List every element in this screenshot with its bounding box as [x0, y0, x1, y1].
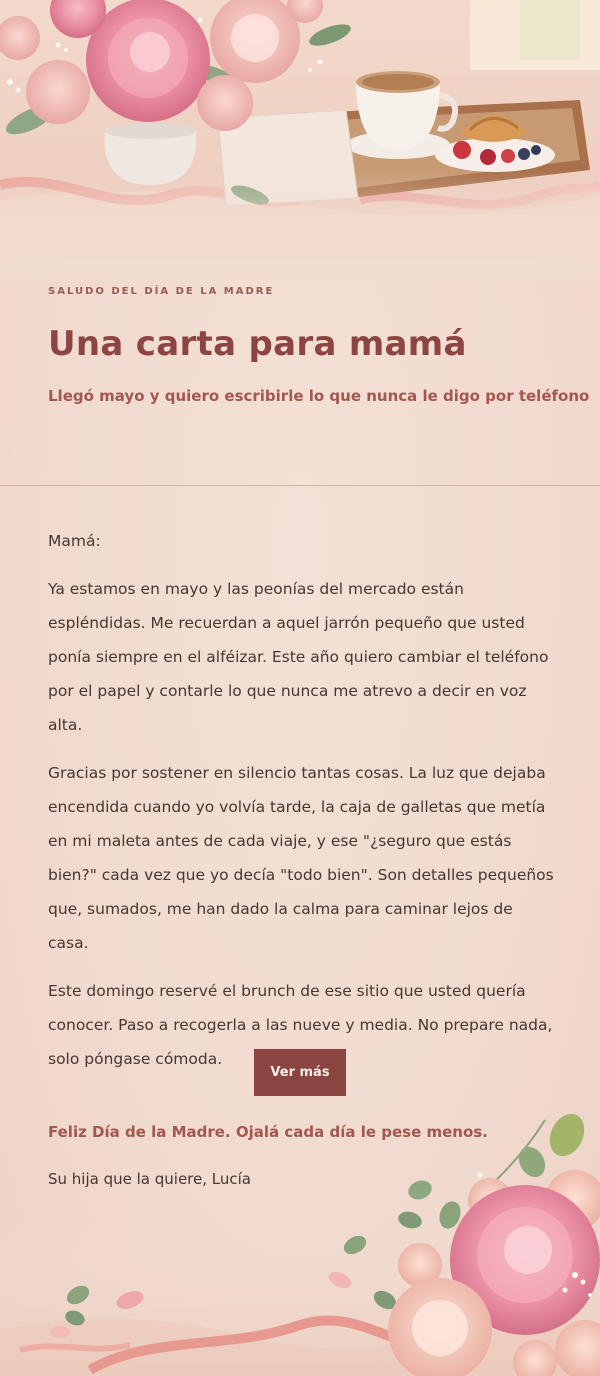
- letter-paragraph: Este domingo reservé el brunch de ese sitio que usted quería conocer. Paso a recogerla a las nueve y media. No prepare nada, solo póngase cómoda.: [48, 982, 553, 1068]
- footer-illustration: [0, 1100, 600, 1376]
- peonies-roses-ribbon-icon: [0, 1100, 600, 1376]
- letter-salutation: Mamá:: [48, 532, 101, 550]
- hero-fade: [0, 170, 600, 280]
- signature: Su hija que la quiere, Lucía: [48, 1170, 251, 1188]
- letter-paragraph: Gracias por sostener en silencio tantas cosas. La luz que dejaba encendida cuando yo volvía tarde, la caja de galletas que metía en mi maleta antes de cada viaje, y ese "¿seguro que estás bien?" cada vez que yo decía "todo bien". Son detalles pequeños que, sumados, me han dado la calma para caminar lejos de casa.: [48, 764, 554, 952]
- closing-message: Feliz Día de la Madre. Ojalá cada día le pese menos.: [48, 1123, 488, 1141]
- page-title: Una carta para mamá: [48, 324, 467, 364]
- letter-paragraph: Ya estamos en mayo y las peonías del mercado están espléndidas. Me recuerdan a aquel jarrón pequeño que usted ponía siempre en el alféizar. Este año quiero cambiar el teléfono por el papel y contarle lo que nunca me atrevo a decir en voz alta.: [48, 580, 549, 734]
- page-subtitle: Llegó mayo y quiero escribirle lo que nunca le digo por teléfono: [48, 387, 590, 405]
- letter-body: [48, 524, 558, 1090]
- section-divider: [0, 485, 600, 486]
- ver-mas-button[interactable]: Ver más: [254, 1049, 346, 1096]
- eyebrow-label: SALUDO DEL DÍA DE LA MADRE: [48, 286, 275, 297]
